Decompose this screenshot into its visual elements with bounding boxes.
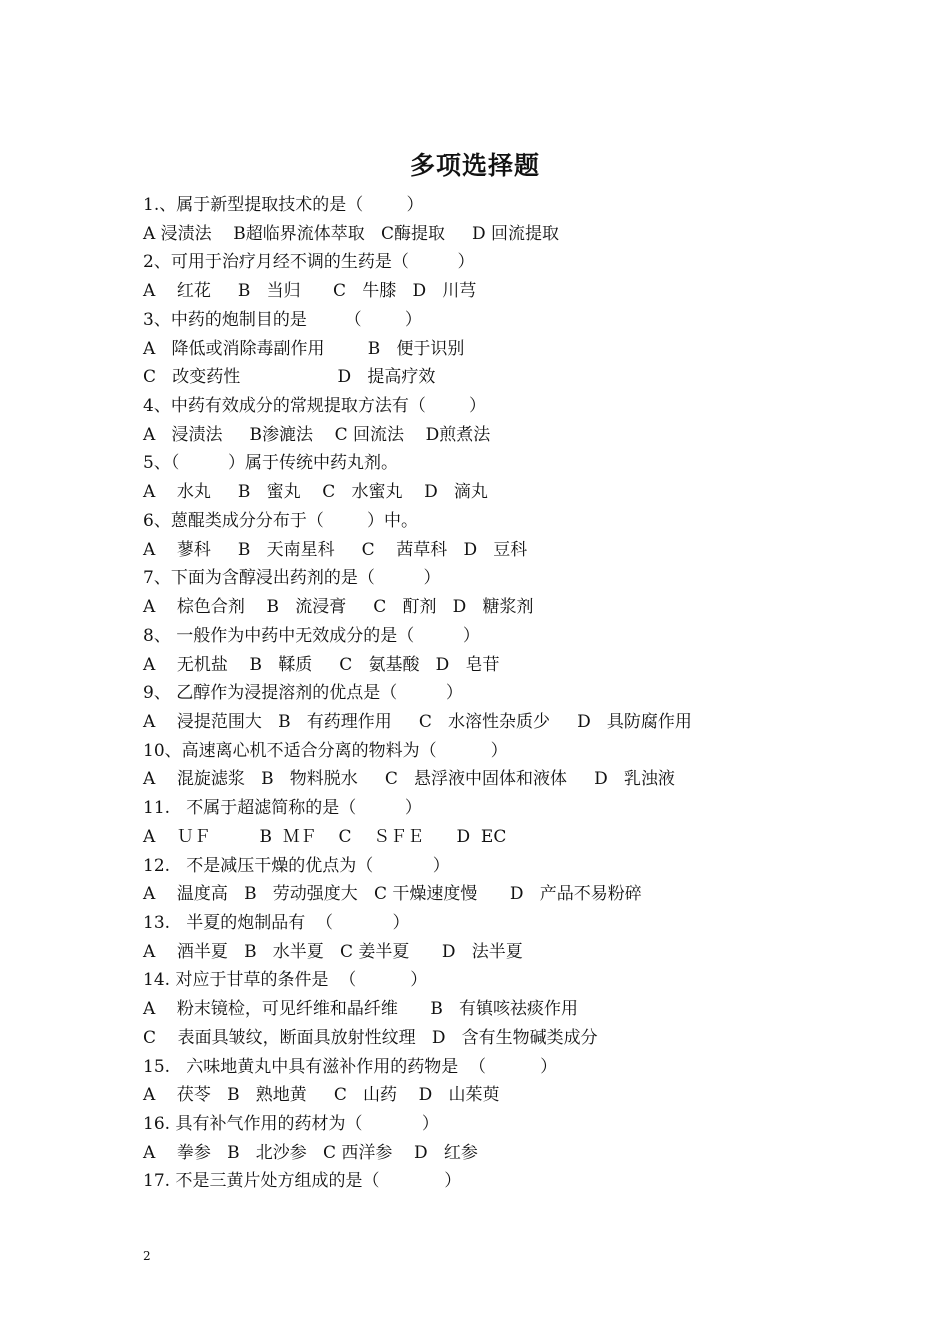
text-line: 13. 半夏的炮制品有 （ ） xyxy=(143,912,410,933)
text-line: 4、中药有效成分的常规提取方法有（ ） xyxy=(143,396,487,417)
text-line: A 棕色合剂 B 流浸膏 C 酊剂 D 糖浆剂 xyxy=(143,597,534,618)
text-line: 11. 不属于超滤简称的是（ ） xyxy=(143,798,422,819)
text-line: 5、（ ）属于传统中药丸剂。 xyxy=(143,453,398,474)
text-line: 8、 一般作为中药中无效成分的是（ ） xyxy=(143,625,480,646)
text-line: A 蓼科 B 天南星科 C 茜草科 D 豆科 xyxy=(143,539,528,560)
text-line: 15. 六味地黄丸中具有滋补作用的药物是 （ ） xyxy=(143,1056,558,1077)
text-line: A 粉末镜检，可见纤维和晶纤维 B 有镇咳祛痰作用 xyxy=(143,999,579,1020)
text-line: C 表面具皱纹，断面具放射性纹理 D 含有生物碱类成分 xyxy=(143,1027,598,1048)
text-line: 7、下面为含醇浸出药剂的是（ ） xyxy=(143,568,441,589)
text-line: A 浸渍法 B超临界流体萃取 C酶提取 D 回流提取 xyxy=(143,223,560,244)
text-line: A ＵＦ B ＭＦ C ＳＦＥ D EC xyxy=(143,826,507,847)
question-list xyxy=(143,191,863,1196)
text-line: A 无机盐 B 鞣质 C 氨基酸 D 皂苷 xyxy=(143,654,500,675)
text-line: A 降低或消除毒副作用 B 便于识别 xyxy=(143,338,465,359)
text-line: 12. 不是减压干燥的优点为（ ） xyxy=(143,855,450,876)
text-line: 9、 乙醇作为浸提溶剂的优点是（ ） xyxy=(143,683,463,704)
text-line: A 拳参 B 北沙参 C 西洋参 D 红参 xyxy=(143,1142,478,1163)
text-line: A 浸提范围大 B 有药理作用 C 水溶性杂质少 D 具防腐作用 xyxy=(143,711,692,732)
text-line: 17. 不是三黄片处方组成的是（ ） xyxy=(143,1171,462,1192)
text-line: 10、高速离心机不适合分离的物料为（ ） xyxy=(143,740,508,761)
text-line: 2、可用于治疗月经不调的生药是（ ） xyxy=(143,252,475,273)
text-line: 1.、属于新型提取技术的是（ ） xyxy=(143,195,424,215)
text-line: A 浸渍法 B渗漉法 C 回流法 D煎煮法 xyxy=(143,424,491,445)
text-line: 16. 具有补气作用的药材为（ ） xyxy=(143,1114,439,1134)
text-line: 3、中药的炮制目的是 （ ） xyxy=(143,309,422,330)
text-line: A 红花 B 当归 C 牛膝 D 川芎 xyxy=(143,281,477,302)
text-line: C 改变药性 D 提高疗效 xyxy=(143,367,436,388)
text-line: A 酒半夏 B 水半夏 C 姜半夏 D 法半夏 xyxy=(143,941,523,962)
page-number: 2 xyxy=(143,1249,151,1263)
text-line: 6、蒽醌类成分分布于（ ）中。 xyxy=(143,510,419,531)
text-line: A 茯苓 B 熟地黄 C 山药 D 山茱萸 xyxy=(143,1085,500,1106)
text-line: A 温度高 B 劳动强度大 C 干燥速度慢 D 产品不易粉碎 xyxy=(143,884,642,905)
page-title: 多项选择题 xyxy=(409,151,540,180)
text-line: 14. 对应于甘草的条件是 （ ） xyxy=(143,970,428,991)
text-line: A 混旋滤浆 B 物料脱水 C 悬浮液中固体和液体 D 乳浊液 xyxy=(143,769,675,790)
text-line: A 水丸 B 蜜丸 C 水蜜丸 D 滴丸 xyxy=(143,482,488,503)
